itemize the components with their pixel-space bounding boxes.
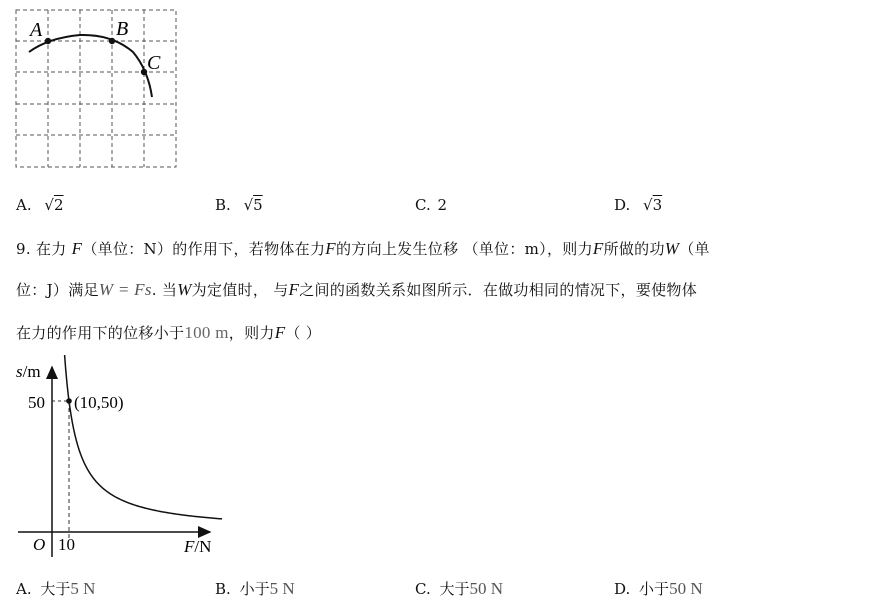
q9-option-d[interactable]: D. 小于50 N: [614, 579, 703, 598]
inverse-curve: [63, 355, 222, 519]
radical-sign: √2: [44, 196, 64, 214]
radical-sign: √5: [243, 196, 263, 214]
point-a: [45, 38, 51, 44]
q8-option-a[interactable]: A. √2: [16, 196, 64, 214]
q9-option-b[interactable]: B. 小于5 N: [215, 579, 295, 598]
grid-arc-figure: [0, 0, 200, 175]
circle-arc: [29, 35, 152, 97]
q9-line-3: 在力的作用下的位移小于100 m，则力F（ ）: [16, 323, 322, 342]
radicand: 5: [253, 196, 263, 214]
s-f-graph: [0, 355, 240, 560]
q8-option-d[interactable]: D. √3: [614, 196, 663, 214]
x-tick-label: 10: [58, 535, 75, 554]
radicand: 3: [652, 196, 663, 214]
label-c: C: [147, 52, 161, 74]
highlight-point: [66, 398, 72, 404]
q9-line-1: 9. 在力 F（单位：N）的作用下，若物体在力F的方向上发生位移 （单位：m），则力F所做的功W（单: [16, 239, 710, 258]
origin-label: O: [33, 535, 46, 554]
radical-sign: √3: [643, 196, 663, 214]
y-axis-label: s/m: [16, 362, 41, 381]
q9-option-a[interactable]: A. 大于5 N: [16, 579, 96, 598]
q8-option-b[interactable]: B. √5: [215, 196, 263, 214]
radicand: 2: [53, 196, 64, 214]
label-a: A: [30, 19, 43, 41]
point-label: (10,50): [74, 393, 124, 412]
point-b: [109, 38, 115, 44]
q8-option-c[interactable]: C. 2: [415, 196, 448, 214]
q9-option-c[interactable]: C. 大于50 N: [415, 579, 504, 598]
x-axis-label: F/N: [184, 537, 212, 556]
q9-line-2: 位：J）满足W = Fs. 当W为定值时， 与F之间的函数关系如图所示．在做功相同的情况下，要使物体: [16, 280, 698, 299]
label-b: B: [116, 18, 129, 40]
y-tick-label: 50: [28, 393, 45, 412]
